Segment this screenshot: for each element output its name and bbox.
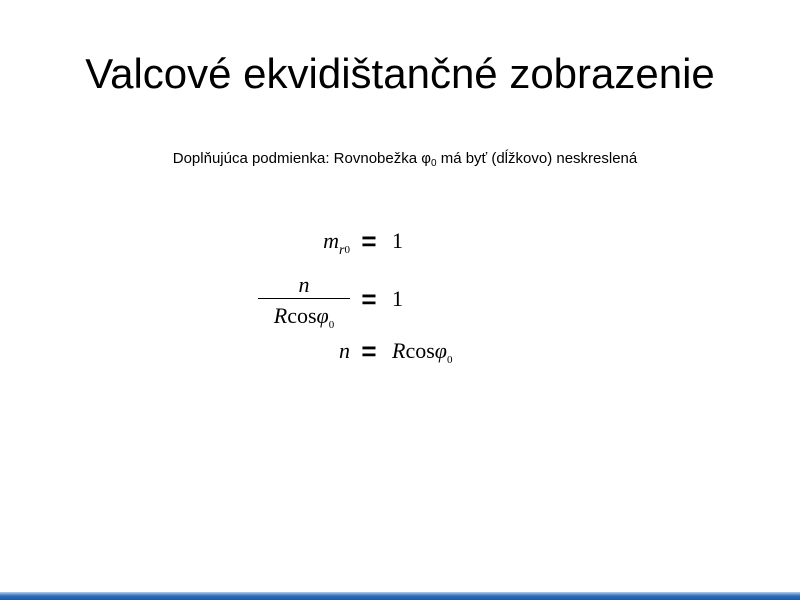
equation-1-rhs: 1 [392,228,403,253]
eq3-phi: φ [434,338,447,363]
eq2-R: R [273,303,288,328]
eq3-R: R [392,338,406,363]
eq1-sub: 0 [344,244,350,256]
eq3-sub: 0 [446,354,453,366]
eq2-phi: φ [316,303,329,328]
eq2-cos: cos [287,303,317,328]
equation-3-lhs [200,338,350,364]
equation-3-rhs [392,338,452,366]
equation-2-numerator [258,272,350,298]
equation-2-denominator [258,303,350,331]
equation-1-equals: = [361,226,377,256]
eq3-cos: cos [405,338,435,363]
slide-subtitle [0,149,800,174]
footer-bar [0,592,800,600]
equation-2-rhs: 1 [392,286,403,311]
equation-2-equals: = [361,284,377,314]
fraction-line [258,298,350,299]
eq1-r: r [339,243,345,258]
slide-title: Valcové ekvidištančné zobrazenie [85,50,715,97]
eq2-sub: 0 [328,319,335,331]
equation-3-equals: = [361,336,377,366]
subtitle-text-before: Doplňujúca podmienka: Rovnobežka φ [172,150,431,167]
subtitle-subscript: 0 [430,158,437,169]
eq1-m: m [323,228,340,253]
eq3-n: n [339,338,350,363]
equation-1-lhs [200,228,350,259]
subtitle-text-after: má byť (dĺžkovo) neskreslená [436,150,638,167]
eq2-n: n [298,272,310,297]
